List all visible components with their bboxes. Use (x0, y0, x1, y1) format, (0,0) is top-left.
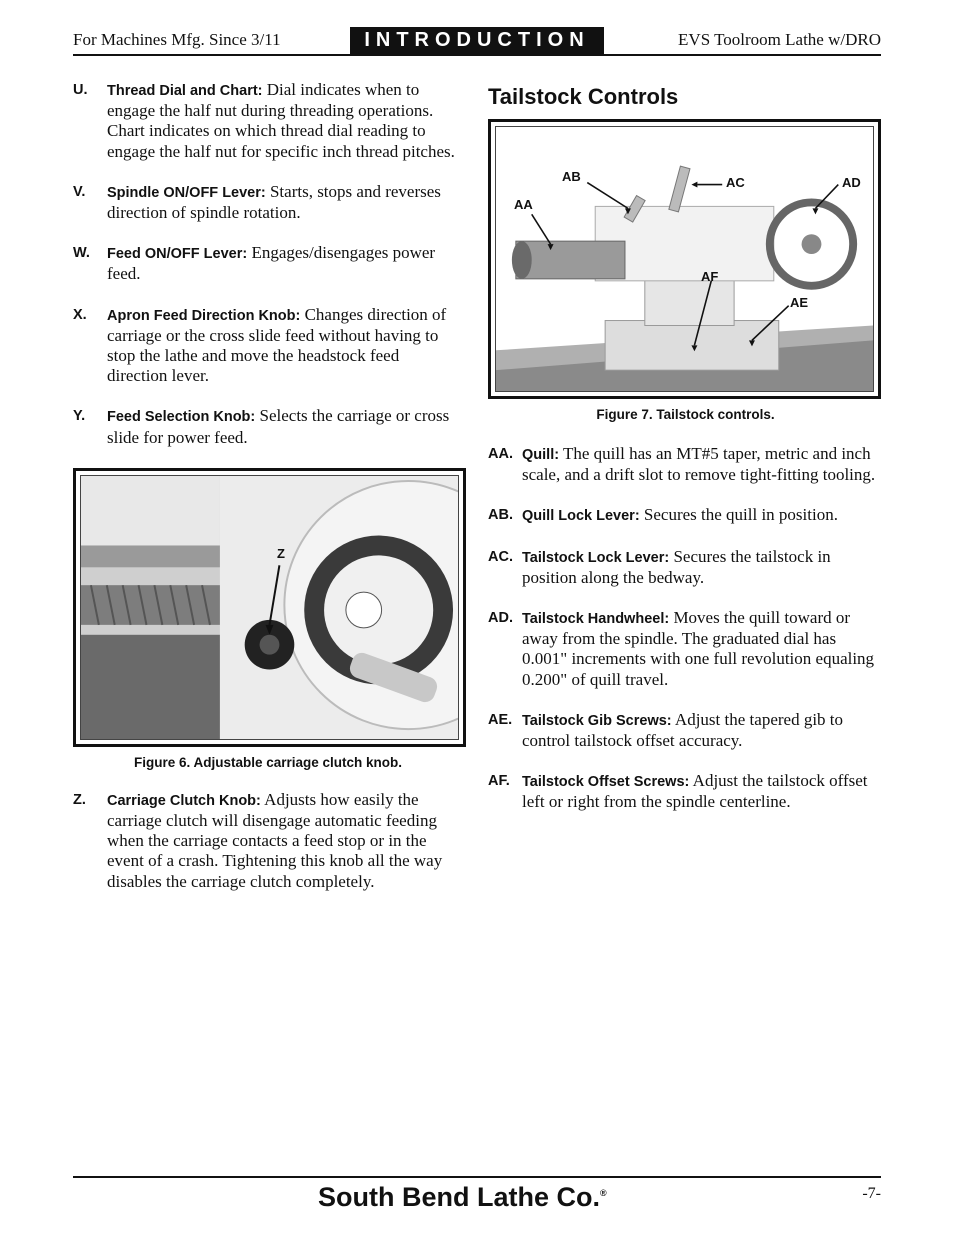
item-description: Selects the carriage or cross slide for power feed. (107, 406, 450, 447)
callout-ae: AE (790, 295, 809, 310)
list-item (73, 182, 463, 223)
item-letter: AC. (488, 548, 513, 565)
item-letter: AD. (488, 610, 513, 627)
item-description: Secures the tailstock in position along the bedway. (522, 546, 831, 587)
callout-ad: AD (842, 175, 861, 190)
item-letter: U. (73, 82, 88, 98)
list-item (73, 406, 463, 447)
list-item (488, 608, 883, 690)
item-term: Carriage Clutch Knob: (107, 792, 261, 809)
company-logo (318, 1182, 607, 1213)
figure-6 (73, 468, 466, 747)
item-term: Quill: (522, 447, 560, 463)
list-item (73, 305, 463, 387)
item-term: Tailstock Handwheel: (522, 611, 670, 628)
callout-ac: AC (726, 175, 745, 190)
callout-z-arrow (81, 476, 458, 739)
item-term: Tailstock Offset Screws: (522, 774, 690, 791)
footer-rule (73, 1176, 881, 1178)
figure-7-caption: Figure 7. Tailstock controls. (596, 407, 775, 422)
item-description: Moves the quill toward or away from the spindle. The graduated dial has 0.001" increments with one full revolution equaling 0.200" of quill travel. (522, 608, 875, 689)
item-term: Apron Feed Direction Knob: (107, 307, 301, 324)
item-term: Tailstock Lock Lever: (522, 549, 670, 566)
list-item (488, 444, 883, 485)
item-term: Thread Dial and Chart: (107, 83, 263, 99)
callout-z: Z (277, 545, 285, 561)
item-letter: V. (73, 183, 86, 200)
left-column (73, 80, 463, 912)
registered-mark: ® (599, 1188, 607, 1198)
figure-6-image (80, 475, 459, 740)
section-banner: INTRODUCTION (350, 27, 604, 54)
item-description: Adjust the tapered gib to control tailstock offset accuracy. (522, 709, 844, 751)
header-rule (73, 54, 881, 56)
page-number: -7- (862, 1185, 881, 1202)
callout-aa: AA (514, 197, 533, 212)
item-description: Secures the quill in position. (639, 505, 838, 525)
callout-ab: AB (562, 169, 581, 184)
item-letter: AE. (488, 711, 513, 728)
figure-7 (488, 119, 881, 399)
item-letter: W. (73, 245, 90, 262)
company-logo-text: South Bend Lathe Co. (318, 1182, 600, 1212)
header-right-text: EVS Toolroom Lathe w/DRO (678, 30, 881, 49)
section-title: Tailstock Controls (488, 84, 679, 109)
callout-af: AF (701, 269, 719, 284)
item-letter: AB. (488, 507, 513, 524)
list-item (73, 790, 463, 892)
item-description: The quill has an MT#5 taper, metric and inch scale, and a drift slot to remove tight-fitting tooling. (522, 444, 876, 485)
figure-6-caption: Figure 6. Adjustable carriage clutch knob. (133, 754, 403, 770)
item-description: Dial indicates when to engage the half nut during threading operations. Chart indicates on which thread dial reading to engage the half nut for specific inch thread pitches. (107, 80, 455, 161)
item-term: Feed ON/OFF Lever: (107, 246, 248, 263)
list-item (488, 505, 883, 526)
list-item (488, 547, 883, 588)
item-letter: X. (73, 306, 87, 323)
list-item (488, 710, 883, 751)
list-item (73, 243, 463, 284)
item-letter: AA. (488, 446, 513, 462)
item-term: Feed Selection Knob: (107, 409, 256, 426)
item-description: Starts, stops and reverses direction of spindle rotation. (107, 181, 441, 223)
item-letter: Y. (73, 408, 86, 425)
list-item (488, 771, 883, 812)
item-term: Tailstock Gib Screws: (522, 712, 672, 729)
item-description: Adjust the tailstock offset left or right from the spindle centerline. (522, 771, 868, 812)
item-description: Engages/disengages power feed. (107, 243, 436, 284)
item-letter: AF. (488, 773, 510, 790)
item-term: Spindle ON/OFF Lever: (107, 184, 266, 201)
item-description: Adjusts how easily the carriage clutch will disengage automatic feeding when the carriage contacts a feed stop or in the event of a crash. Tightening this knob all the way disables the carriage clutch completely. (107, 789, 443, 891)
tailstock-illustration (496, 127, 873, 391)
figure-7-image (495, 126, 874, 392)
list-item (73, 80, 463, 162)
item-letter: Z. (73, 791, 86, 808)
item-term: Quill Lock Lever: (522, 508, 640, 525)
right-column (488, 80, 883, 833)
item-description: Changes direction of carriage or the cross slide feed without having to stop the lathe and move the headstock feed direction lever. (107, 304, 447, 386)
header-left-text: For Machines Mfg. Since 3/11 (73, 30, 281, 49)
